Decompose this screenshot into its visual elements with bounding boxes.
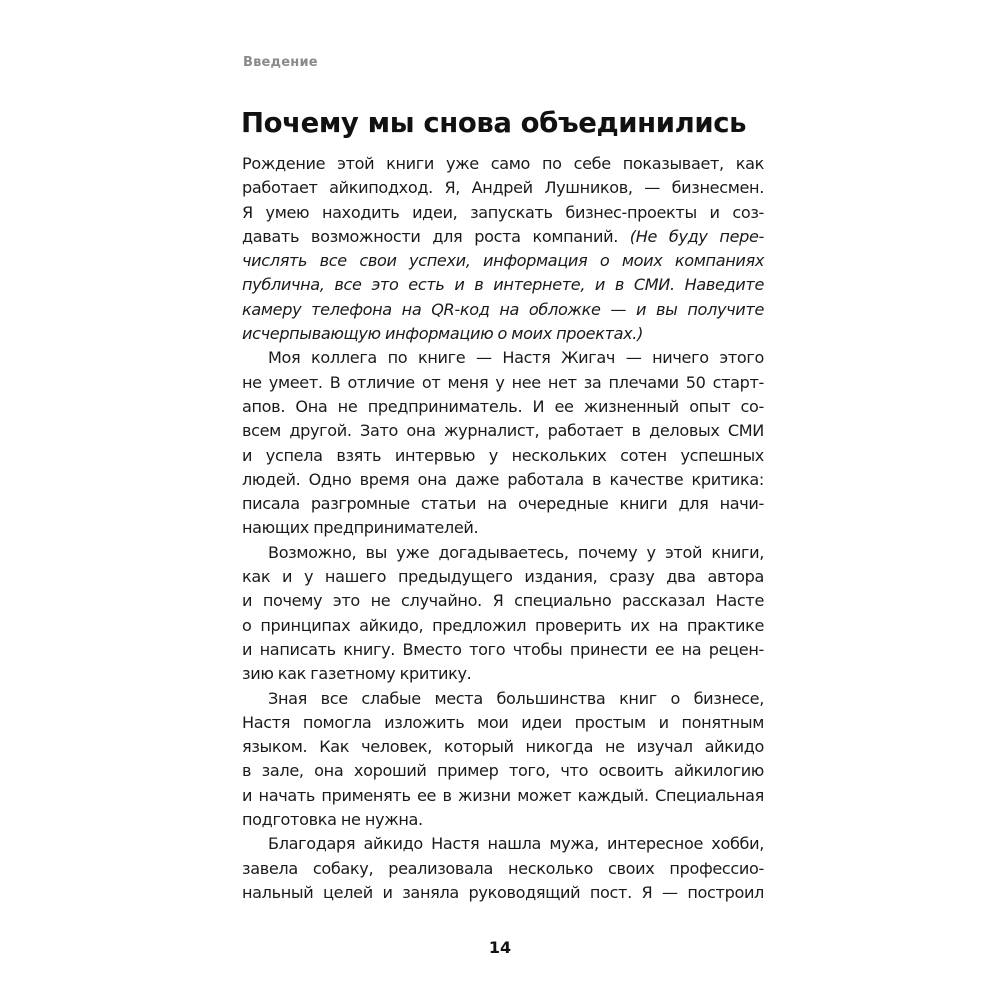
text-line: языком. Как человек, который никогда не изучал айкидо — [242, 737, 764, 757]
text-line — [242, 225, 764, 249]
text-line: работает айкиподход. Я, Андрей Лушников, — бизнесмен. — [242, 178, 764, 198]
text-run: давать возможности для роста компаний. — [242, 226, 630, 246]
text-line: и начать применять ее в жизни может каждый. Специальная — [242, 785, 764, 805]
text-line: Настя помогла изложить мои идеи простым и понятным — [242, 712, 764, 732]
text-line: и успела взять интервью у нескольких сотен успешных — [242, 445, 764, 465]
text-line: Рождение этой книги уже само по себе показывает, как — [242, 154, 764, 173]
text-line: как и у нашего предыдущего издания, сразу два автора — [242, 567, 764, 587]
page-number: 14 — [488, 938, 512, 957]
text-line: подготовка не нужна. — [242, 810, 423, 830]
text-line: Я умею находить идеи, запускать бизнес-проекты и соз- — [242, 202, 764, 222]
text-line: и написать книгу. Вместо того чтобы принести ее на рецен- — [242, 639, 764, 659]
text-line: о принципах айкидо, предложил проверить их на практике — [242, 615, 764, 635]
text-line: апов. Она не предприниматель. И ее жизненный опыт со- — [242, 396, 764, 416]
text-line: исчерпывающую информацию о моих проектах.) — [242, 324, 643, 344]
text-line: завела собаку, реализовала несколько своих профессио- — [242, 858, 764, 878]
chapter-title: Почему мы снова объединились — [241, 107, 747, 139]
text-line: зию как газетному критику. — [242, 664, 472, 684]
text-line: нающих предпринимателей. — [242, 518, 479, 538]
text-line: Моя коллега по книге — Настя Жигач — ничего этого — [268, 348, 764, 368]
text-line: людей. Одно время она даже работала в качестве критика: — [242, 469, 764, 489]
text-line: числять все свои успехи, информация о моих компаниях — [242, 251, 764, 271]
text-line: и почему это не случайно. Я специально рассказал Насте — [242, 591, 764, 611]
italic-text-run: (Не буду пере- — [629, 226, 764, 246]
text-line: не умеет. В отличие от меня у нее нет за плечами 50 старт- — [242, 372, 764, 392]
text-line: камеру телефона на QR-код на обложке — и вы получите — [242, 299, 764, 319]
body-text — [242, 152, 764, 905]
text-line: всем другой. Зато она журналист, работает в деловых СМИ — [242, 421, 764, 441]
text-line: нальный целей и заняла руководящий пост. Я — построил — [242, 882, 764, 902]
text-line: публична, все это есть и в интернете, и в СМИ. Наведите — [242, 275, 764, 295]
text-line: Возможно, вы уже догадываетесь, почему у этой книги, — [268, 542, 764, 562]
text-line: в зале, она хороший пример того, что освоить айкилогию — [242, 761, 764, 781]
text-line: Благодаря айкидо Настя нашла мужа, интересное хобби, — [268, 834, 764, 854]
text-line: писала разгромные статьи на очередные книги для начи- — [242, 494, 764, 514]
text-line: Зная все слабые места большинства книг о бизнесе, — [268, 688, 764, 708]
running-header: Введение — [243, 55, 318, 70]
